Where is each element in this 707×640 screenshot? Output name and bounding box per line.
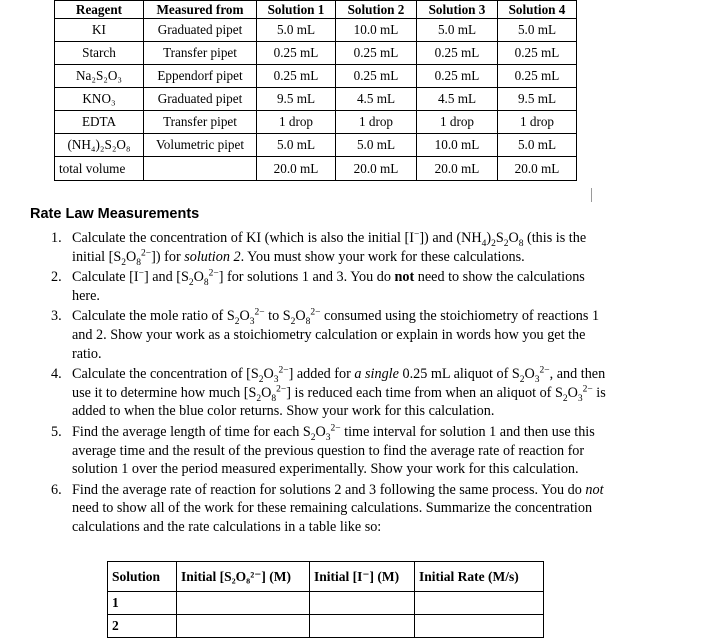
header-cell: Reagent <box>55 1 144 19</box>
header-cell: Solution 4 <box>498 1 577 19</box>
table-row <box>108 615 544 638</box>
header-cell: Initial [S₂O₈²⁻] (M) <box>177 562 310 592</box>
table-cell: 1 drop <box>498 111 577 134</box>
task-text: Find the average length of time for each $S_2O_3^{2-}$ time interval for solution 1 and then use this average time and the result of the previous question to find the average rate of reaction for solution 1 over the period measured experimentally. Show your work for this calculation. <box>72 423 595 478</box>
table-cell: 20.0 mL <box>257 157 336 181</box>
table-row <box>55 19 577 42</box>
table-cell: 20.0 mL <box>417 157 498 181</box>
header-cell: Solution <box>108 562 177 592</box>
summary-table-header <box>108 562 544 592</box>
task-number: 1. <box>51 230 62 246</box>
task-item <box>51 229 612 268</box>
table-row <box>55 157 577 181</box>
table-cell: 9.5 mL <box>257 88 336 111</box>
table-cell: Transfer pipet <box>144 111 257 134</box>
task-item <box>51 307 612 363</box>
task-list <box>51 229 612 539</box>
table-cell: 1 drop <box>257 111 336 134</box>
reagent-table <box>54 0 577 181</box>
table-cell: 2 <box>108 615 177 638</box>
table-cell: 1 <box>108 592 177 615</box>
task-number: 6. <box>51 481 62 498</box>
table-cell: 0.25 mL <box>417 65 498 88</box>
table-cell: Volumetric pipet <box>144 134 257 157</box>
table-cell: 0.25 mL <box>336 65 417 88</box>
table-cell: 5.0 mL <box>336 134 417 157</box>
table-cell: Graduated pipet <box>144 88 257 111</box>
table-row <box>55 134 577 157</box>
table-cell <box>177 592 310 615</box>
table-cell: 0.25 mL <box>257 42 336 65</box>
table-row <box>55 88 577 111</box>
text-cursor <box>591 188 592 202</box>
table-cell: KI <box>55 19 144 42</box>
table-cell <box>144 157 257 181</box>
header-cell: Solution 3 <box>417 1 498 19</box>
table-cell: 0.25 mL <box>257 65 336 88</box>
task-number: 5. <box>51 423 62 440</box>
table-cell: Graduated pipet <box>144 19 257 42</box>
header-cell: Initial Rate (M/s) <box>415 562 544 592</box>
table-cell: (NH₄)₂S₂O₈ <box>55 134 144 157</box>
summary-table <box>107 561 544 638</box>
task-text: Calculate the concentration of $[S_2O_3^{2-}]$ added for a single 0.25 mL aliquot of $S_2O_3^{2-}$, and then use it to determine how much $[S_2O_8^{2-}]$ is reduced each time from when an aliquot of $S_2O_3^{2-}$ is added to when the blue color returns. Show your work for this calculation. <box>72 365 606 420</box>
table-cell: total volume <box>55 157 144 181</box>
table-cell: 0.25 mL <box>417 42 498 65</box>
task-item <box>51 365 612 421</box>
table-row <box>108 592 544 615</box>
header-cell: Initial [I⁻] (M) <box>310 562 415 592</box>
header-cell: Solution 1 <box>257 1 336 19</box>
section-title: Rate Law Measurements <box>30 206 200 222</box>
table-cell: 9.5 mL <box>498 88 577 111</box>
table-cell: Transfer pipet <box>144 42 257 65</box>
table-row <box>55 42 577 65</box>
table-row <box>55 65 577 88</box>
table-cell: 20.0 mL <box>336 157 417 181</box>
table-cell: 10.0 mL <box>417 134 498 157</box>
table-cell: 5.0 mL <box>498 134 577 157</box>
reagent-table-body <box>55 19 577 181</box>
task-item <box>51 423 612 479</box>
summary-table-body <box>108 592 544 638</box>
task-text: Calculate [I−] and $[S_2O_8^{2-}]$ for solutions 1 and 3. You do not need to show the calculations here. <box>72 268 585 304</box>
table-cell: 5.0 mL <box>498 19 577 42</box>
header-cell: Measured from <box>144 1 257 19</box>
task-number: 4. <box>51 366 62 383</box>
table-cell: 0.25 mL <box>498 42 577 65</box>
task-number: 3. <box>51 308 62 325</box>
header-cell: Solution 2 <box>336 1 417 19</box>
table-cell: 10.0 mL <box>336 19 417 42</box>
table-row <box>55 111 577 134</box>
table-cell <box>415 592 544 615</box>
task-item <box>51 481 612 537</box>
table-cell: 0.25 mL <box>336 42 417 65</box>
table-cell: 4.5 mL <box>417 88 498 111</box>
task-text: Calculate the mole ratio of $S_2O_3^{2-}$ to $S_2O_8^{2-}$ consumed using the stoichiometry of reactions 1 and 2. Show your work as a stoichiometry calculation or explain in words how you get the ratio. <box>72 307 600 362</box>
table-cell: Na₂S₂O₃ <box>55 65 144 88</box>
table-cell: KNO₃ <box>55 88 144 111</box>
table-cell: Starch <box>55 42 144 65</box>
task-number: 2. <box>51 269 62 286</box>
table-cell: 0.25 mL <box>498 65 577 88</box>
table-cell: 1 drop <box>417 111 498 134</box>
task-text: Calculate the concentration of KI (which is also the initial [I−]) and $(NH_4)_2S_2O_8$ (this is the initial $[S_2O_8^{2-}]$) for solution 2. You must show your work for these calculations. <box>72 229 587 268</box>
table-cell: 4.5 mL <box>336 88 417 111</box>
table-cell: 1 drop <box>336 111 417 134</box>
table-cell: 5.0 mL <box>257 134 336 157</box>
table-cell: 5.0 mL <box>257 19 336 42</box>
reagent-table-header <box>55 1 577 19</box>
table-cell <box>177 615 310 638</box>
table-cell <box>415 615 544 638</box>
table-cell: 5.0 mL <box>417 19 498 42</box>
table-cell: EDTA <box>55 111 144 134</box>
task-item <box>51 268 612 305</box>
table-cell <box>310 615 415 638</box>
table-cell: 20.0 mL <box>498 157 577 181</box>
task-text: Find the average rate of reaction for solutions 2 and 3 following the same process. You do not need to show all of the work for these remaining calculations. Summarize the concentration calculations and the rate calculations in a table like so: <box>72 481 604 535</box>
table-cell <box>310 592 415 615</box>
table-cell: Eppendorf pipet <box>144 65 257 88</box>
